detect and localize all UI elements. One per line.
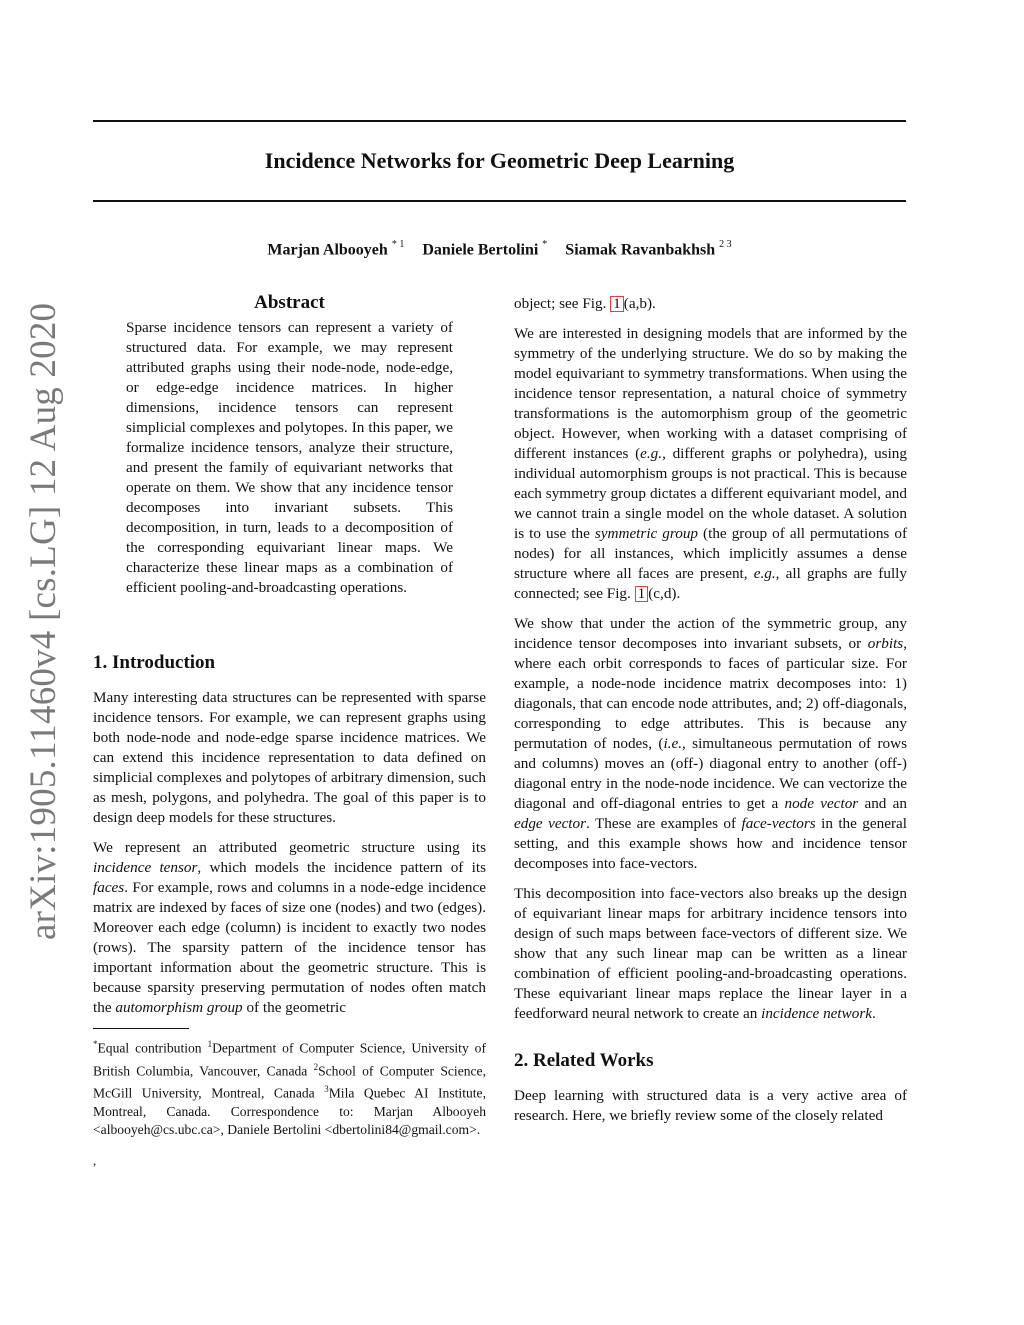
abstract-text: Sparse incidence tensors can represent a variety of structured data. For example, we may represent attributed graphs using their node-node, node-edge, or edge-edge incidence matrices. In higher dimensions, incidence tensors can represent simplicial complexes and polytopes. In this paper, we formalize incidence tensors, analyze their structure, and present the family of equivariant networks that operate on them. We show that any incidence tensor decomposes into invariant subsets. This decomposition, in turn, leads to a decomposition of the corresponding equivariant linear maps. We characterize these linear maps as a combination of efficient pooling-and-broadcasting operations. xyxy=(126,319,453,596)
right-paragraph-2: We show that under the action of the symmetric group, any incidence tensor decomposes into invariant subsets, or orbits, where each orbit corresponds to faces of particular size. For example, a node-node incidence matrix decomposes into: 1) diagonals, that can encode node attributes, and; 2) off-diagonals, corresponding to edge attributes. This is because any permutation of nodes, (i.e., simultaneous permutation of rows and columns) moves an (off-) diagonal entry to another (off-) diagonal entry in the node-node incidence. We can vectorize the diagonal and off-diagonal entries to get a node vector and an edge vector. These are examples of face-vectors in the general setting, and this example shows how and incidence tensor decomposes into face-vectors. xyxy=(514,615,907,872)
footnote-trailing-mark: , xyxy=(93,1152,97,1168)
right-paragraph-3: This decomposition into face-vectors also breaks up the design of equivariant linear maps for arbitrary incidence tensors into design of such maps between face-vectors of different size. We show that any such linear map can be written as a linear combination of efficient pooling-and-broadcasting operations. These equivariant linear maps replace the linear layer in a feedforward neural network to create an incidence network. xyxy=(514,885,907,1022)
paper-title: Incidence Networks for Geometric Deep Learning xyxy=(264,148,735,173)
author-affiliation-mark: * xyxy=(542,239,548,250)
author-affiliation-mark: 2 3 xyxy=(719,239,732,250)
figure-reference-link[interactable]: 1 xyxy=(635,586,649,602)
left-column xyxy=(93,288,486,1169)
footnote: *Equal contribution $^1$Department of Computer Science, University of British Columbia, Vancouver, Canada $^2$School of Computer Science, McGill University, Montreal, Canada $^3$Mila Quebec AI Institute, Montreal, Canada. Correspondence to: Marjan Albooyeh <albooyeh@cs.ubc.ca>, Daniele Bertolini <dbertolini84@gmail.com>. xyxy=(93,1039,487,1137)
abstract-heading: Abstract xyxy=(254,292,325,313)
title-rule-top xyxy=(93,120,906,122)
right-paragraph-1: We are interested in designing models that are informed by the symmetry of the underlying structure. We do so by making the model equivariant to symmetry transformations. When using the incidence tensor representation, a natural choice of symmetry transformations is the automorphism group of the geometric object. However, when working with a dataset comprising of different instances (e.g., different graphs or polyhedra), using individual automorphism groups is not practical. This is because each symmetry group dictates a different equivariant model, and we cannot train a single model on the whole dataset. A solution is to use the symmetric group (the group of all permutations of nodes) for all instances, which implicitly assumes a dense structure where all faces are present, e.g., all graphs are fully connected; see Fig. 1 (c,d). xyxy=(514,325,908,602)
author-name: Siamak Ravanbakhsh xyxy=(565,241,716,259)
author-name: Marjan Albooyeh xyxy=(267,241,388,259)
figure-reference-link[interactable]: 1 xyxy=(610,296,624,312)
author-name: Daniele Bertolini xyxy=(422,241,539,259)
intro-paragraph-2: We represent an attributed geometric structure using its incidence tensor, which models the incidence pattern of its faces. For example, rows and columns in a node-edge incidence matrix are indexed by faces of size one (nodes) and two (edges). Moreover each edge (column) is incident to exactly two nodes (rows). The sparsity pattern of the incidence tensor has important information about the geometric structure. This is because sparsity preserving permutation of nodes often match the automorphism group of the geometric xyxy=(93,839,486,1016)
author-affiliation-mark: * 1 xyxy=(391,239,405,250)
arxiv-side-watermark: arXiv:1905.11460v4 [cs.LG] 12 Aug 2020 xyxy=(23,302,64,940)
author-list xyxy=(93,235,906,261)
continued-paragraph: object; see Fig. 1 (a,b). xyxy=(514,295,656,312)
related-works-heading: 2. Related Works xyxy=(514,1050,654,1071)
intro-heading: 1. Introduction xyxy=(93,652,216,673)
right-column xyxy=(514,288,907,1126)
related-works-paragraph: Deep learning with structured data is a very active area of research. Here, we briefly review some of the closely related xyxy=(514,1087,907,1124)
footnote-rule xyxy=(93,1028,189,1029)
intro-paragraph-1: Many interesting data structures can be represented with sparse incidence tensors. For example, we can represent graphs using both node-node and node-edge sparse incidence matrices. We can extend this incidence representation to data defined on simplicial complexes and polytopes of arbitrary dimension, such as mesh, polygons, and polyhedra. The goal of this paper is to design deep models for these structures. xyxy=(93,689,486,826)
title-rule-bottom xyxy=(93,200,906,202)
